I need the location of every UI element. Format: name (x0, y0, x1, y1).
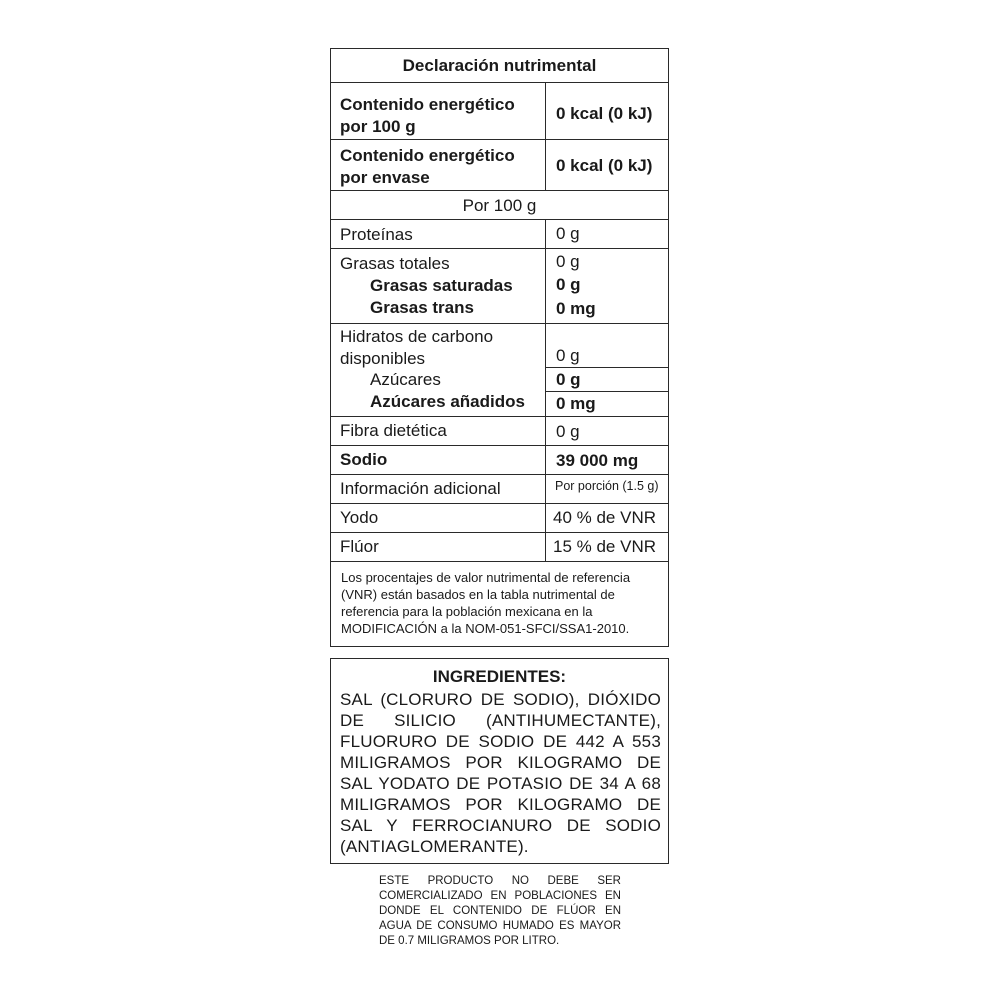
divider (331, 248, 668, 249)
sugars-label: Azúcares (370, 370, 441, 389)
energy-100g-value: 0 kcal (0 kJ) (556, 104, 653, 123)
sugars-value: 0 g (556, 370, 581, 389)
iodine-value: 40 % de VNR (553, 508, 656, 527)
ingredients-box (330, 658, 669, 864)
energy-pack-label: Contenido energético (340, 146, 515, 165)
added-sugars-label: Azúcares añadidos (370, 392, 525, 411)
added-sugars-value: 0 mg (556, 394, 596, 413)
divider (545, 391, 668, 392)
energy-100g-label: por 100 g (340, 117, 416, 136)
column-divider (545, 82, 546, 190)
divider (331, 416, 668, 417)
fluorine-label: Flúor (340, 537, 379, 556)
energy-100g-label: Contenido energético (340, 95, 515, 114)
additional-info-label: Información adicional (340, 479, 501, 498)
per-100g-header: Por 100 g (462, 196, 537, 215)
saturated-fat-label: Grasas saturadas (370, 276, 513, 295)
energy-pack-value: 0 kcal (0 kJ) (556, 156, 653, 175)
divider (331, 474, 668, 475)
proteins-label: Proteínas (340, 225, 413, 244)
fluorine-value: 15 % de VNR (553, 537, 656, 556)
ingredients-title: INGREDIENTES: (432, 667, 567, 686)
nutrition-title: Declaración nutrimental (402, 56, 597, 75)
proteins-value: 0 g (556, 224, 580, 243)
nutrition-facts-table (330, 48, 669, 647)
saturated-fat-value: 0 g (556, 275, 581, 294)
sodium-value: 39 000 mg (556, 451, 639, 470)
divider (331, 139, 668, 140)
divider (331, 445, 668, 446)
fluoride-warning: ESTE PRODUCTO NO DEBE SER COMERCIALIZADO EN POBLACIONES EN DONDE EL CONTENIDO DE FLÚOR EN AGUA DE CONSUMO HUMADO ES MAYOR DE 0.7 MILIGRAMOS POR LITRO. (379, 875, 621, 947)
fat-label: Grasas totales (340, 254, 450, 273)
carbs-value: 0 g (556, 346, 580, 365)
column-divider (545, 219, 546, 561)
footnote-cell (331, 561, 668, 646)
divider (331, 190, 668, 191)
divider (545, 367, 668, 368)
trans-fat-label: Grasas trans (370, 298, 474, 317)
divider (331, 532, 668, 533)
sodium-label: Sodio (340, 450, 388, 469)
divider (331, 503, 668, 504)
trans-fat-value: 0 mg (556, 299, 596, 318)
serving-size: Por porción (1.5 g) (555, 479, 659, 493)
ingredients-text: SAL (CLORURO DE SODIO), DIÓXIDO DE SILICIO (ANTIHUMECTANTE), FLUORURO DE SODIO DE 442 A 553 MILIGRAMOS POR KILOGRAMO DE SAL YODATO DE POTASIO DE 34 A 68 MILIGRAMOS POR KILOGRAMO DE SAL Y FERROCIANURO DE SODIO (ANTIAGLOMERANTE). (340, 690, 661, 856)
vnr-footnote: Los procentajes de valor nutrimental de referencia (VNR) están basados en la tabla nutrimental de referencia para la población mexicana en la MODIFICACIÓN a la NOM-051-SFCI/SSA1-2010. (341, 570, 631, 636)
fat-value: 0 g (556, 252, 580, 271)
carbs-label: Hidratos de carbono (340, 327, 494, 346)
energy-pack-label: por envase (340, 168, 430, 187)
divider (331, 82, 668, 83)
iodine-label: Yodo (340, 508, 379, 527)
divider (331, 323, 668, 324)
carbs-label: disponibles (340, 349, 426, 368)
fiber-label: Fibra dietética (340, 421, 447, 440)
divider (331, 219, 668, 220)
fiber-value: 0 g (556, 422, 580, 441)
